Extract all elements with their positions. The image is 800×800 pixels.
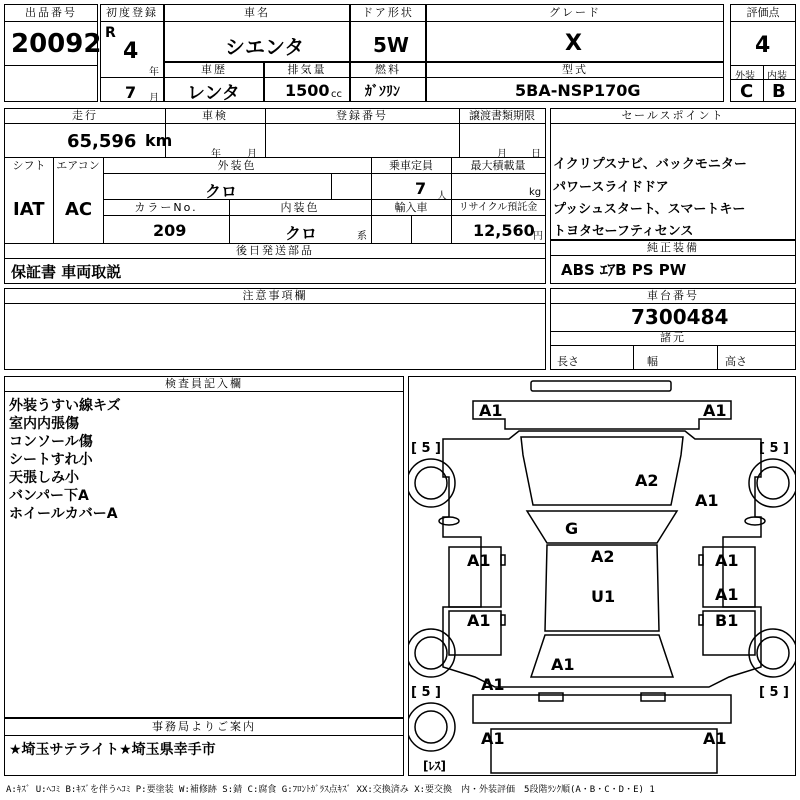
mark-front-bumper-right: A1 <box>703 401 727 420</box>
inspector-label: 検査員記入欄 <box>165 377 243 390</box>
details-block <box>4 108 546 284</box>
mileage: 65,596 <box>67 131 137 152</box>
insp-year-unit: 年 <box>211 149 221 160</box>
inspector-line-5: 天張しみ小 <box>9 470 79 486</box>
later-parts-label: 後日発送部品 <box>236 244 314 257</box>
width-label: 幅 <box>647 355 658 368</box>
office-box <box>4 718 404 776</box>
ext-score: C <box>740 81 754 102</box>
color-no-label: カラーNo. <box>134 201 198 214</box>
sales-point-box <box>550 108 796 240</box>
chassis-box <box>550 288 796 370</box>
color-no: 209 <box>153 221 187 240</box>
capacity-label: 乗車定員 <box>389 159 433 172</box>
later-parts: 保証書 車両取説 <box>11 263 122 281</box>
spare-tire: [ﾚｽ] <box>423 759 446 773</box>
fuel-label: 燃料 <box>375 63 401 76</box>
grade-label: グレード <box>549 6 601 19</box>
inspector-line-4: シートすれ小 <box>9 452 93 468</box>
inspector-line-3: コンソール傷 <box>9 434 93 450</box>
history-label: 車歴 <box>201 63 227 76</box>
office-info: ★埼玉サテライト★埼玉県幸手市 <box>9 742 216 758</box>
equipment-box <box>550 240 796 284</box>
shift: IAT <box>13 199 45 220</box>
mark-door-rear-left: A1 <box>467 611 491 630</box>
mark-rear-glass: A1 <box>551 655 575 674</box>
equipment-label: 純正装備 <box>647 241 699 254</box>
max-load-label: 最大積載量 <box>470 159 526 172</box>
displacement-box <box>264 62 350 102</box>
inspector-line-7: ホイールカバーA <box>9 506 118 522</box>
sales-line-4: トヨタセーフティセンス <box>553 224 694 239</box>
notes-label: 注意事項欄 <box>242 289 308 302</box>
mark-roof-rear: U1 <box>591 587 616 606</box>
door-box <box>350 4 426 62</box>
recycle-label: リサイクル預託金 <box>458 202 538 213</box>
ext-score-label: 外装 <box>735 71 755 82</box>
grade: X <box>565 31 582 56</box>
car-name-label: 車名 <box>244 6 270 19</box>
lot-number-label: 出品番号 <box>25 6 77 19</box>
shift-label: シフト <box>12 159 46 172</box>
insp-month-unit: 月 <box>247 149 257 160</box>
reg-year: 4 <box>123 39 139 64</box>
sales-point-label: セールスポイント <box>621 109 725 122</box>
capacity: 7 <box>415 179 427 198</box>
sales-line-1: イクリプスナビ、バックモニター <box>553 157 747 172</box>
mark-rear-bumper-left: A1 <box>481 729 505 748</box>
dims-label: 諸元 <box>660 331 686 344</box>
car-name: シエンタ <box>225 35 305 59</box>
car-name-box <box>164 4 350 62</box>
reg-no-label: 登録番号 <box>336 109 388 122</box>
mark-door-rear-right-b: B1 <box>715 611 739 630</box>
model-box <box>426 62 724 102</box>
transfer-label: 譲渡書類期限 <box>469 109 535 122</box>
ext-color-label: 外装色 <box>217 159 257 172</box>
tire-rear-right: [ 5 ] <box>759 685 789 700</box>
mileage-unit: km <box>145 131 173 150</box>
era: R <box>105 25 116 41</box>
year-unit: 年 <box>149 67 159 78</box>
transfer-month-unit: 月 <box>497 149 507 160</box>
tire-rear-left: [ 5 ] <box>411 685 441 700</box>
fuel-box <box>350 62 426 102</box>
int-color-unit: 系 <box>357 231 367 242</box>
lot-number: 20092 <box>11 29 102 59</box>
capacity-unit: 人 <box>437 191 447 202</box>
ac: AC <box>65 199 93 220</box>
car-outline <box>409 377 795 775</box>
int-score-label: 内装 <box>767 71 787 82</box>
fuel: ｶﾞｿﾘﾝ <box>365 84 400 100</box>
inspector-box <box>4 376 404 718</box>
mark-windshield: G <box>565 519 579 538</box>
displacement-unit: cc <box>331 89 342 100</box>
model: 5BA-NSP170G <box>515 81 641 100</box>
history-box <box>164 62 264 102</box>
import-label: 輸入車 <box>394 201 428 214</box>
int-score: B <box>772 81 786 102</box>
mark-fender-right: A1 <box>695 491 719 510</box>
door-label: ドア形状 <box>362 6 414 19</box>
score-label: 評価点 <box>746 6 780 19</box>
equipment: ABS ｴｱB PS PW <box>561 261 687 279</box>
mark-quarter-left: A1 <box>481 675 505 694</box>
length-label: 長さ <box>557 355 579 368</box>
score-box <box>730 4 796 102</box>
mark-hood: A2 <box>635 471 659 490</box>
inspector-line-6: バンパー下A <box>9 488 89 504</box>
ac-label: エアコン <box>56 159 100 172</box>
mark-door-front-right: A1 <box>715 551 739 570</box>
mileage-label: 走行 <box>72 109 98 122</box>
int-color-label: 内装色 <box>280 201 320 214</box>
inspector-line-1: 外装うすい線キズ <box>9 398 121 414</box>
model-label: 型式 <box>562 63 588 76</box>
score: 4 <box>755 33 771 58</box>
door-type: 5W <box>373 33 409 57</box>
displacement-label: 排気量 <box>287 63 327 76</box>
mark-door-front-left: A1 <box>467 551 491 570</box>
recycle: 12,560 <box>473 221 535 240</box>
tire-front-right: [ 5 ] <box>759 441 789 456</box>
height-label: 高さ <box>725 355 747 368</box>
lot-number-box <box>4 4 102 102</box>
recycle-unit: 円 <box>533 231 543 242</box>
sales-line-3: プッシュスタート、スマートキー <box>553 202 746 217</box>
mark-door-rear-right-a: A1 <box>715 585 739 604</box>
chassis-label: 車台番号 <box>647 289 699 302</box>
inspection-label: 車検 <box>202 109 228 122</box>
first-registration-box <box>100 4 164 102</box>
sales-line-2: パワースライドドア <box>553 180 669 195</box>
mark-roof: A2 <box>591 547 615 566</box>
chassis-number: 7300484 <box>631 305 729 329</box>
displacement: 1500 <box>285 81 330 100</box>
grade-box <box>426 4 724 62</box>
int-color: クロ <box>285 224 318 243</box>
car-diagram-box <box>408 376 796 776</box>
max-load-unit: kg <box>529 187 542 198</box>
ext-color: クロ <box>205 182 238 201</box>
mark-rear-bumper-right: A1 <box>703 729 727 748</box>
history: レンタ <box>187 83 240 104</box>
office-label: 事務局よりご案内 <box>152 720 256 733</box>
month-unit: 月 <box>149 93 159 104</box>
notes-box <box>4 288 546 370</box>
legend: A:ｷｽﾞ U:ﾍｺﾐ B:ｷｽﾞを伴うﾍｺﾐ P:要塗装 W:補修跡 S:錆 C:腐食 G:ﾌﾛﾝﾄｶﾞﾗｽ点ｷｽﾞ XX:交換済み X:要交換 内・外装評価 5段階ﾗﾝｸ順(A・B・C・D・E) 1 <box>6 785 655 795</box>
reg-month: 7 <box>125 83 137 102</box>
mark-front-bumper-left: A1 <box>479 401 503 420</box>
first-registration-label: 初度登録 <box>106 6 158 19</box>
transfer-day-unit: 日 <box>531 149 541 160</box>
inspector-line-2: 室内内張傷 <box>9 416 79 432</box>
tire-front-left: [ 5 ] <box>411 441 441 456</box>
